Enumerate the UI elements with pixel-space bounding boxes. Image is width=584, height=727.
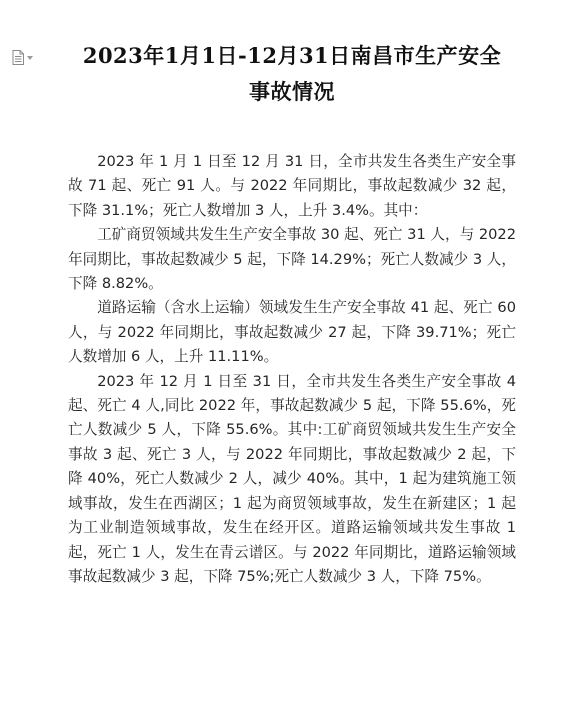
document-body [68,150,516,589]
paragraph-annual-summary: 2023 年 1 月 1 日至 12 月 31 日，全市共发生各类生产安全事故 71 起、死亡 91 人。与 2022 年同期比，事故起数减少 32 起，下降 31.1%；死亡人数增加 3 人，上升 3.4%。其中： [68,153,516,219]
page-title [40,38,544,110]
paragraph-road-transport: 道路运输（含水上运输）领域发生生产安全事故 41 起、死亡 60 人，与 2022 年同期比，事故起数减少 27 起，下降 39.71%；死亡人数增加 6 人，上升 11.11%。 [68,299,516,366]
document-icon [12,50,24,65]
paragraph-industrial-trade: 工矿商贸领域共发生生产安全事故 30 起、死亡 31 人，与 2022 年同期比，事故起数减少 5 起，下降 14.29%；死亡人数减少 3 人，下降 8.82%。 [68,226,516,293]
title-line-1: 2023年1月1日-12月31日南昌市生产安全 [82,43,502,68]
title-line-2: 事故情况 [249,79,335,104]
caret-down-icon [27,56,33,60]
document-menu-button[interactable] [12,50,33,65]
paragraph-december-summary: 2023 年 12 月 1 日至 31 日，全市共发生各类生产安全事故 4 起、死亡 4 人,同比 2022 年，事故起数减少 5 起，下降 55.6%，死亡人数减少 5 人，下降 55.6%。其中:工矿商贸领域共发生生产安全事故 3 起、死亡 3 人，与 2022 年同期比，事故起数减少 2 起，下降 40%，死亡人数减少 2 人，减少 40%。其中，1 起为建筑施工领域事故，发生在西湖区；1 起为商贸领域事故，发生在新建区；1 起为工业制造领域事故，发生在经开区。道路运输领域共发生事故 1 起，死亡 1 人，发生在青云谱区。与 2022 年同期比，道路运输领域事故起数减少 3 起，下降 75%;死亡人数减少 3 人，下降 75%。 [68,372,516,585]
